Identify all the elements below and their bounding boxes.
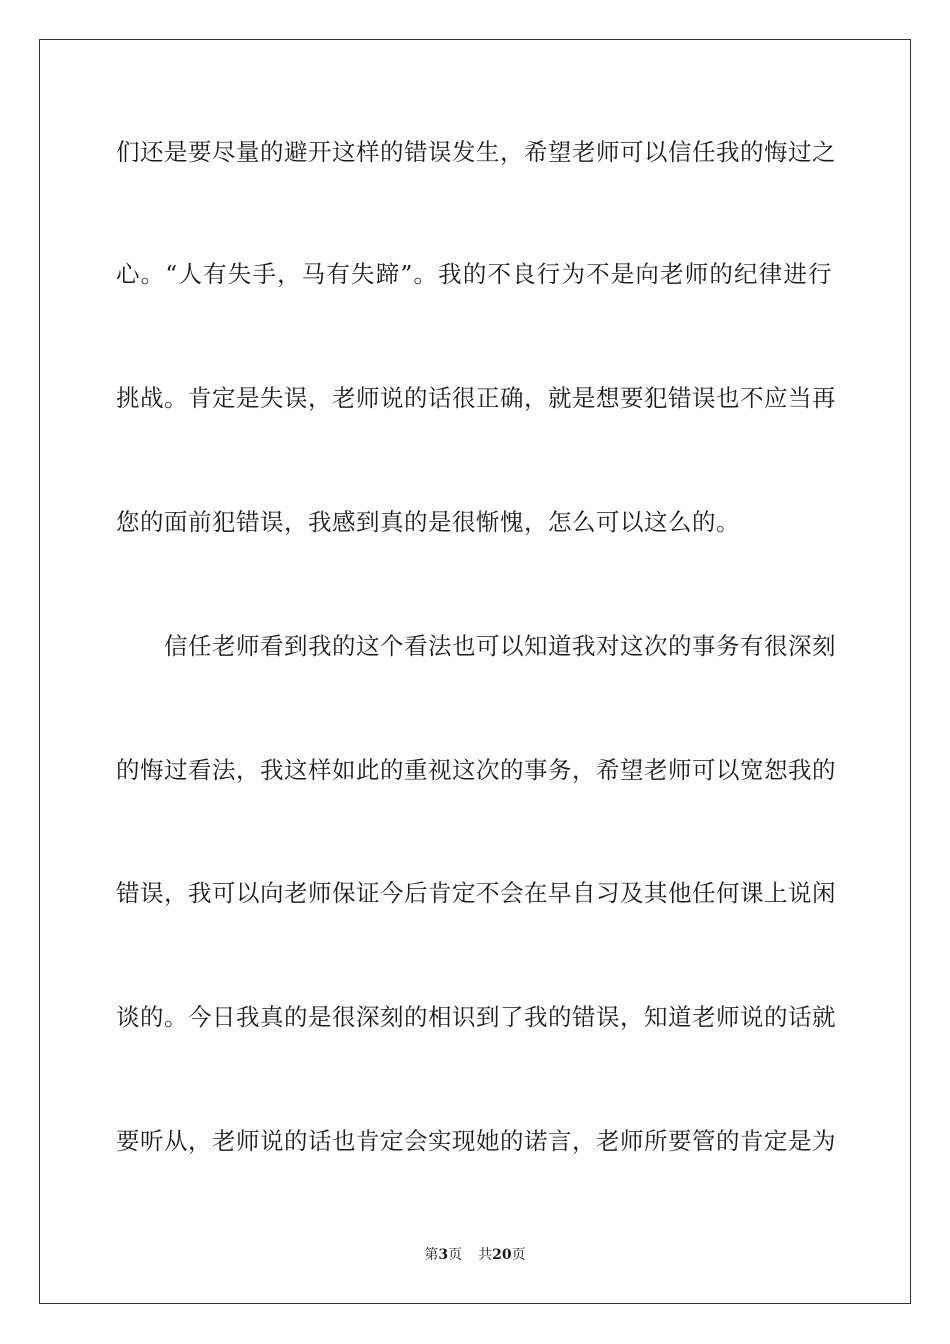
text-line-1: 们还是要尽量的避开这样的错误发生，希望老师可以信任我的悔过之 — [116, 138, 836, 166]
text-line-2: 心。“人有失手，马有失蹄”。我的不良行为不是向老师的纪律进行 — [116, 260, 832, 288]
total-pages: 20 — [492, 1247, 512, 1263]
text-line-7: 错误，我可以向老师保证今后肯定不会在早自习及其他任何课上说闲 — [116, 879, 836, 907]
text-line-6: 的悔过看法，我这样如此的重视这次的事务，希望老师可以宽恕我的 — [116, 756, 836, 784]
page-border — [39, 39, 911, 1304]
page-prefix: 第 — [424, 1247, 439, 1263]
page-footer — [0, 1246, 950, 1264]
text-line-5-paragraph-start: 信任老师看到我的这个看法也可以知道我对这次的事务有很深刻 — [164, 632, 836, 660]
text-line-3: 挑战。肯定是失误，老师说的话很正确，就是想要犯错误也不应当再 — [116, 384, 836, 412]
text-line-8: 谈的。今日我真的是很深刻的相识到了我的错误，知道老师说的话就 — [116, 1003, 836, 1031]
total-suffix: 页 — [511, 1247, 526, 1263]
text-line-4: 您的面前犯错误，我感到真的是很惭愧，怎么可以这么的。 — [116, 508, 740, 536]
total-prefix: 共 — [478, 1247, 493, 1263]
page-number: 3 — [438, 1247, 449, 1263]
page-suffix: 页 — [448, 1247, 463, 1263]
text-line-9: 要听从，老师说的话也肯定会实现她的诺言，老师所要管的肯定是为 — [116, 1127, 836, 1155]
